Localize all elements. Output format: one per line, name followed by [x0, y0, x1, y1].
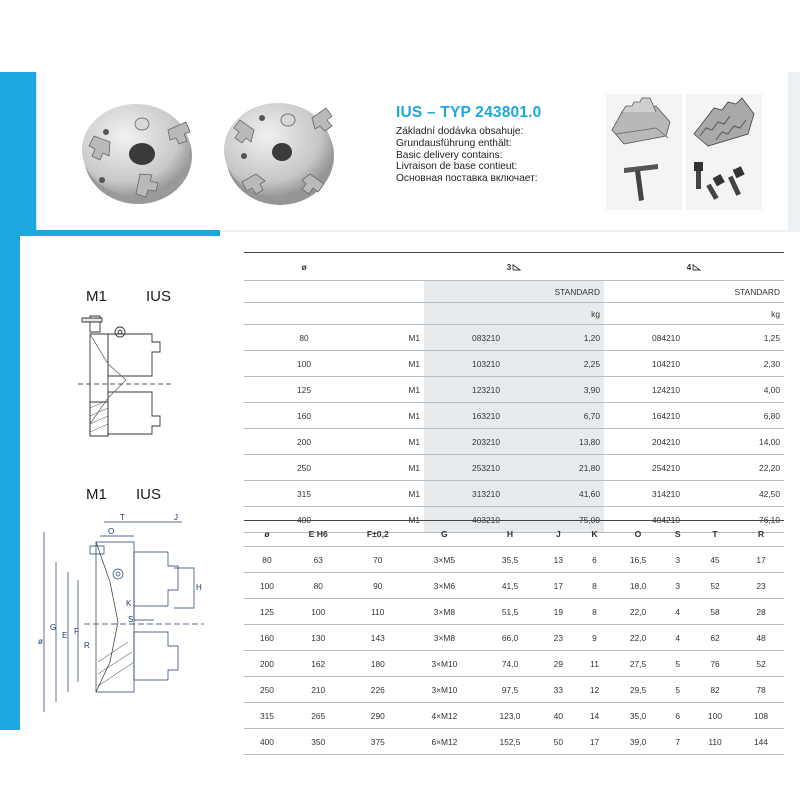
ordering-header-row [244, 253, 784, 281]
weight-4-cell: 42,50 [684, 481, 784, 507]
code-4-cell: 104210 [604, 351, 684, 377]
three-jaw-chuck-image [74, 92, 200, 210]
table-cell: 110 [347, 599, 410, 625]
bottom-drawing-label-m1: M1 [86, 486, 107, 503]
table-cell: 3×M5 [409, 547, 480, 573]
mount-cell: M1 [364, 481, 424, 507]
weight-4-cell: 22,20 [684, 455, 784, 481]
code-4-cell: 164210 [604, 403, 684, 429]
table-cell: 315 [244, 703, 290, 729]
table-cell: 5 [663, 651, 692, 677]
mount-cell: M1 [364, 403, 424, 429]
table-cell: 3×M8 [409, 625, 480, 651]
table-cell: 100 [290, 599, 347, 625]
diameter-cell: 160 [244, 403, 364, 429]
code-4-cell: 204210 [604, 429, 684, 455]
delivery-line-cz: Základní dodávka obsahuje: [396, 126, 524, 137]
table-cell: 23 [540, 625, 576, 651]
top-section-drawing [68, 312, 178, 452]
table-cell: 14 [576, 703, 612, 729]
diameter-cell: 250 [244, 455, 364, 481]
mount-cell: M1 [364, 507, 424, 533]
table-cell: 350 [290, 729, 347, 755]
table-cell: 160 [244, 625, 290, 651]
weight-4-cell: 76,10 [684, 507, 784, 533]
code-3-cell: 163210 [424, 403, 504, 429]
table-cell: 3 [663, 547, 692, 573]
table-cell: 28 [738, 599, 784, 625]
delivery-line-de: Grundausführung enthält: [396, 137, 512, 149]
table-cell: 50 [540, 729, 576, 755]
bottom-drawing-label-ius: IUS [136, 486, 162, 503]
dim-label-t: T [120, 513, 125, 522]
table-row [244, 351, 784, 377]
code-3-cell: 313210 [424, 481, 504, 507]
code-4-cell: 404210 [604, 507, 684, 533]
delivery-line-en: Basic delivery contains: [396, 149, 503, 161]
code-4-cell: 124210 [604, 377, 684, 403]
code-3-cell: 123210 [424, 377, 504, 403]
mount-cell: M1 [364, 325, 424, 351]
four-jaw-header [604, 253, 784, 281]
weight-3-cell: 1,20 [504, 325, 604, 351]
table-row [244, 429, 784, 455]
code-3-cell: 083210 [424, 325, 504, 351]
mount-cell: M1 [364, 429, 424, 455]
table-cell: 250 [244, 677, 290, 703]
dim-label-h: H [196, 583, 202, 592]
table-cell: 6×M12 [409, 729, 480, 755]
table-cell: 200 [244, 651, 290, 677]
table-cell: 58 [692, 599, 738, 625]
dim-label-e: E [62, 631, 68, 640]
weight-4-cell: 4,00 [684, 377, 784, 403]
standard-4-label: STANDARD [684, 281, 784, 303]
code-3-cell: 103210 [424, 351, 504, 377]
diameter-cell: 80 [244, 325, 364, 351]
table-row [244, 325, 784, 351]
table-cell: 375 [347, 729, 410, 755]
table-cell: 4×M12 [409, 703, 480, 729]
top-drawing-label-ius: IUS [146, 288, 172, 305]
dim-label-r: R [84, 641, 90, 650]
table-cell: 3 [663, 573, 692, 599]
diameter-cell: 400 [244, 507, 364, 533]
jaw-step-icon [512, 263, 521, 271]
table-cell: 29,5 [613, 677, 664, 703]
table-cell: 4 [663, 599, 692, 625]
weight-4-cell: 2,30 [684, 351, 784, 377]
table-cell: 290 [347, 703, 410, 729]
table-cell: 108 [738, 703, 784, 729]
diameter-cell: 200 [244, 429, 364, 455]
dim-label-diameter: ø [38, 637, 43, 646]
ordering-table [244, 252, 784, 533]
weight-4-cell: 14,00 [684, 429, 784, 455]
weight-3-cell: 13,80 [504, 429, 604, 455]
table-row [244, 651, 784, 677]
table-cell: 82 [692, 677, 738, 703]
table-cell: 144 [738, 729, 784, 755]
table-row [244, 625, 784, 651]
table-cell: 63 [290, 547, 347, 573]
stepped-jaws-icon [686, 94, 762, 152]
mount-cell: M1 [364, 377, 424, 403]
table-row [244, 403, 784, 429]
column-header: H [480, 521, 541, 547]
dim-label-g: G [50, 623, 57, 632]
jaw-set-icon [606, 94, 682, 152]
weight-3-cell: 41,60 [504, 481, 604, 507]
table-cell: 3×M8 [409, 599, 480, 625]
table-cell: 180 [347, 651, 410, 677]
table-cell: 17 [576, 729, 612, 755]
table-cell: 16,5 [613, 547, 664, 573]
table-cell: 400 [244, 729, 290, 755]
table-cell: 265 [290, 703, 347, 729]
table-cell: 17 [540, 573, 576, 599]
dim-label-k: K [126, 599, 132, 608]
table-row [244, 677, 784, 703]
column-header: O [613, 521, 664, 547]
column-header: G [409, 521, 480, 547]
table-cell: 51,5 [480, 599, 541, 625]
table-cell: 80 [290, 573, 347, 599]
table-cell: 45 [692, 547, 738, 573]
table-cell: 22,0 [613, 625, 664, 651]
four-jaw-chuck-image [216, 90, 342, 212]
table-cell: 162 [290, 651, 347, 677]
unit-row [244, 303, 784, 325]
table-row [244, 547, 784, 573]
table-cell: 3×M6 [409, 573, 480, 599]
weight-3-cell: 3,90 [504, 377, 604, 403]
delivery-line-ru: Основная поставка включает: [396, 173, 538, 185]
table-row [244, 573, 784, 599]
chuck-key-icon [606, 152, 682, 210]
standard-3-label: STANDARD [504, 281, 604, 303]
column-header: J [540, 521, 576, 547]
code-3-cell: 203210 [424, 429, 504, 455]
table-cell: 12 [576, 677, 612, 703]
bolts-icon [686, 152, 762, 210]
table-cell: 97,5 [480, 677, 541, 703]
table-cell: 143 [347, 625, 410, 651]
table-cell: 40 [540, 703, 576, 729]
jaw-step-icon [692, 263, 701, 271]
column-header: E H6 [290, 521, 347, 547]
mount-cell: M1 [364, 455, 424, 481]
table-cell: 90 [347, 573, 410, 599]
table-cell: 66,0 [480, 625, 541, 651]
code-3-cell: 253210 [424, 455, 504, 481]
table-cell: 78 [738, 677, 784, 703]
diameter-cell: 100 [244, 351, 364, 377]
table-cell: 17 [738, 547, 784, 573]
dim-label-s: S [128, 615, 134, 624]
weight-3-cell: 75,00 [504, 507, 604, 533]
table-cell: 123,0 [480, 703, 541, 729]
unit-4-label: kg [684, 303, 784, 325]
table-cell: 8 [576, 573, 612, 599]
diameter-header: ø [244, 253, 364, 281]
column-header: K [576, 521, 612, 547]
table-cell: 13 [540, 547, 576, 573]
table-cell: 5 [663, 677, 692, 703]
table-cell: 52 [692, 573, 738, 599]
table-cell: 22,0 [613, 599, 664, 625]
table-cell: 11 [576, 651, 612, 677]
table-cell: 3×M10 [409, 651, 480, 677]
table-cell: 52 [738, 651, 784, 677]
delivery-line-fr: Livraison de base contieut: [396, 161, 518, 173]
table-cell: 35,0 [613, 703, 664, 729]
four-jaw-count: 4 [686, 261, 692, 272]
column-header: R [738, 521, 784, 547]
weight-4-cell: 6,80 [684, 403, 784, 429]
table-row [244, 599, 784, 625]
table-cell: 74,0 [480, 651, 541, 677]
table-cell: 70 [347, 547, 410, 573]
table-cell: 152,5 [480, 729, 541, 755]
table-cell: 18,0 [613, 573, 664, 599]
dimension-table [244, 520, 784, 755]
table-row [244, 481, 784, 507]
table-cell: 4 [663, 625, 692, 651]
dimension-header-row [244, 521, 784, 547]
table-cell: 76 [692, 651, 738, 677]
table-cell: 226 [347, 677, 410, 703]
mount-cell: M1 [364, 351, 424, 377]
unit-3-label: kg [504, 303, 604, 325]
dimension-drawing [24, 512, 214, 724]
weight-4-cell: 1,25 [684, 325, 784, 351]
standard-row [244, 281, 784, 303]
dim-label-j: J [174, 513, 178, 522]
table-cell: 3×M10 [409, 677, 480, 703]
dim-label-o: O [108, 527, 115, 536]
three-jaw-count: 3 [506, 261, 512, 272]
table-cell: 130 [290, 625, 347, 651]
table-cell: 80 [244, 547, 290, 573]
header-right-strip [788, 72, 800, 232]
table-cell: 125 [244, 599, 290, 625]
table-cell: 9 [576, 625, 612, 651]
table-row [244, 729, 784, 755]
column-header: ø [244, 521, 290, 547]
table-cell: 39,0 [613, 729, 664, 755]
table-cell: 29 [540, 651, 576, 677]
code-4-cell: 254210 [604, 455, 684, 481]
diameter-cell: 315 [244, 481, 364, 507]
table-row [244, 703, 784, 729]
weight-3-cell: 21,80 [504, 455, 604, 481]
weight-3-cell: 2,25 [504, 351, 604, 377]
table-row [244, 377, 784, 403]
table-cell: 33 [540, 677, 576, 703]
table-cell: 27,5 [613, 651, 664, 677]
product-title: IUS – TYP 243801.0 [396, 104, 542, 121]
table-cell: 6 [576, 547, 612, 573]
table-cell: 8 [576, 599, 612, 625]
delivery-list [396, 126, 538, 185]
code-4-cell: 314210 [604, 481, 684, 507]
code-3-cell: 403210 [424, 507, 504, 533]
diameter-cell: 125 [244, 377, 364, 403]
table-cell: 62 [692, 625, 738, 651]
column-header: F±0,2 [347, 521, 410, 547]
table-cell: 6 [663, 703, 692, 729]
table-cell: 210 [290, 677, 347, 703]
table-cell: 35,5 [480, 547, 541, 573]
three-jaw-header [424, 253, 604, 281]
table-cell: 48 [738, 625, 784, 651]
table-cell: 110 [692, 729, 738, 755]
table-cell: 100 [692, 703, 738, 729]
column-header: T [692, 521, 738, 547]
dim-label-f: F [74, 627, 79, 636]
weight-3-cell: 6,70 [504, 403, 604, 429]
table-cell: 7 [663, 729, 692, 755]
table-cell: 100 [244, 573, 290, 599]
table-cell: 23 [738, 573, 784, 599]
table-cell: 41,5 [480, 573, 541, 599]
top-drawing-label-m1: M1 [86, 288, 107, 305]
code-4-cell: 084210 [604, 325, 684, 351]
table-row [244, 455, 784, 481]
table-cell: 19 [540, 599, 576, 625]
column-header: S [663, 521, 692, 547]
